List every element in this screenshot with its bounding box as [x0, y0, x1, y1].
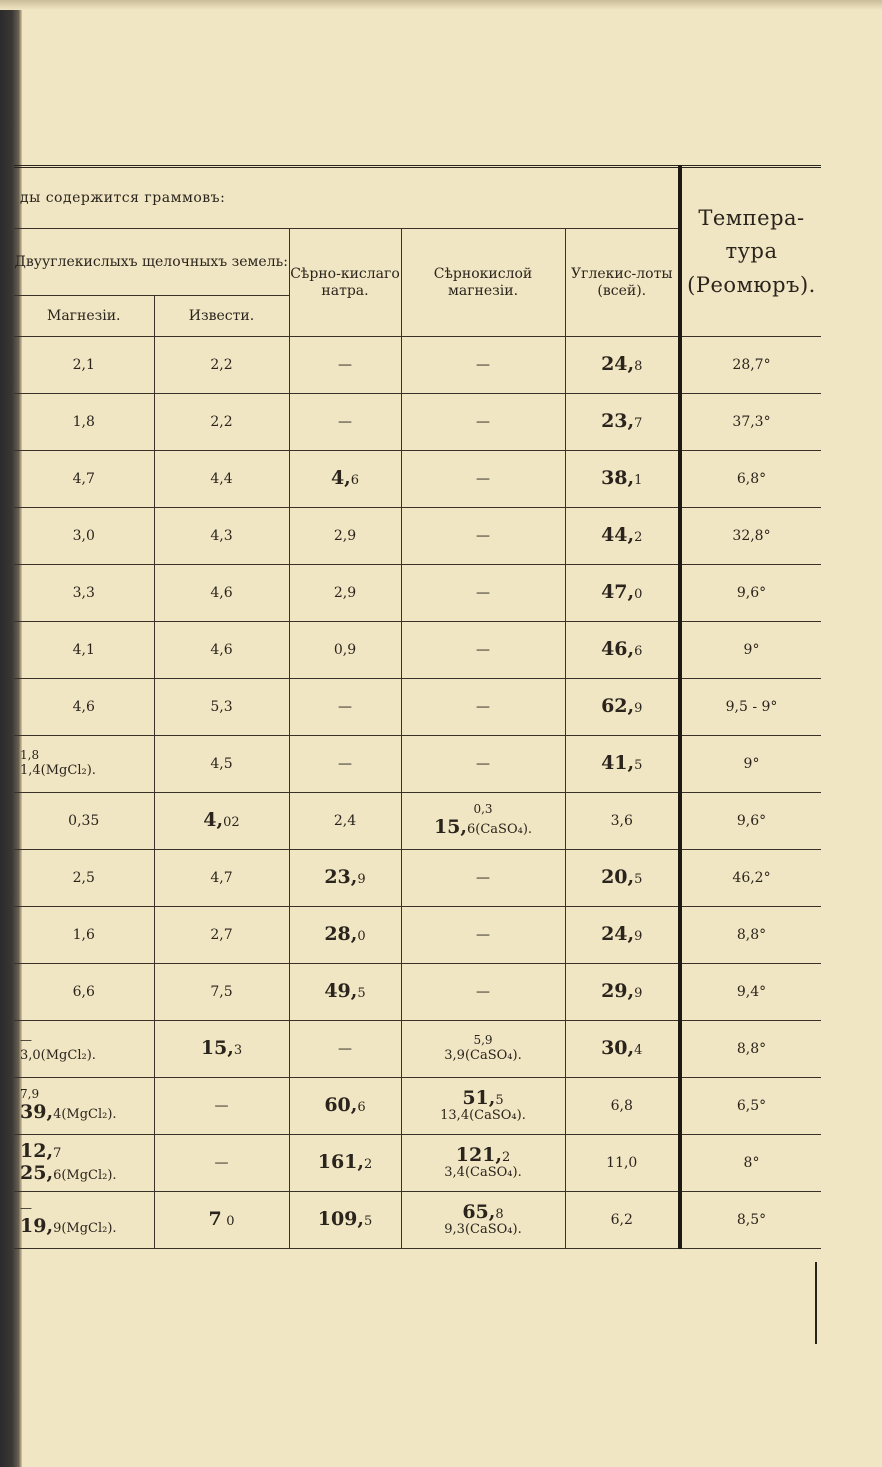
value-int: 30, — [601, 1037, 635, 1060]
table-row — [14, 622, 821, 679]
value-int: 51, — [462, 1086, 496, 1109]
cell-magnesia — [14, 1192, 154, 1249]
cell-carbonic-acid — [565, 337, 680, 394]
cell-sodium-sulfate — [289, 1135, 401, 1192]
value-int: 62, — [601, 695, 635, 718]
cell-temperature: 9° — [680, 622, 821, 679]
cell-magnesia: 1,8 — [14, 394, 154, 451]
table-row — [14, 1078, 821, 1135]
value-dec: 2 — [502, 1149, 511, 1165]
cell-magnesium-sulfate: — — [401, 736, 565, 793]
mineral-water-table — [14, 165, 821, 1249]
cell-magnesium-sulfate: — — [401, 907, 565, 964]
cell-lime — [154, 793, 289, 850]
cell-sodium-sulfate: — — [289, 679, 401, 736]
value-top: 7,9 — [20, 1087, 40, 1102]
cell-sodium-sulfate: — — [289, 1021, 401, 1078]
cell-temperature: 6,5° — [680, 1078, 821, 1135]
cell-magnesia: 4,1 — [14, 622, 154, 679]
cell-magnesia: 3,3 — [14, 565, 154, 622]
header-magnesium-sulfate: Сѣрнокислой магнезiи. — [401, 229, 565, 337]
value-int: 49, — [324, 980, 358, 1003]
cell-magnesium-sulfate: — — [401, 337, 565, 394]
header-row-1 — [14, 167, 821, 229]
cell-magnesium-sulfate: — — [401, 964, 565, 1021]
cell-lime — [154, 1021, 289, 1078]
table-row — [14, 1192, 821, 1249]
value-int: 28, — [324, 923, 358, 946]
value-sulfate: 13,4(CaSO₄). — [440, 1108, 526, 1124]
value-dec: 5 — [495, 1092, 504, 1108]
cell-magnesia: 2,1 — [14, 337, 154, 394]
value-int: 20, — [601, 866, 635, 889]
cell-magnesia: 6,6 — [14, 964, 154, 1021]
value-int: 29, — [601, 980, 635, 1003]
value-int: 23, — [601, 410, 635, 433]
cell-carbonic-acid — [565, 736, 680, 793]
value-int: 15, — [200, 1037, 234, 1060]
value-top-dec: 7 — [53, 1146, 62, 1162]
cell-magnesium-sulfate — [401, 793, 565, 850]
table-row — [14, 394, 821, 451]
value-dec: 8 — [495, 1206, 504, 1222]
cell-temperature: 9,4° — [680, 964, 821, 1021]
value-sulfate: 3,4(CaSO₄). — [444, 1165, 522, 1181]
cell-temperature: 6,8° — [680, 451, 821, 508]
cell-sodium-sulfate — [289, 850, 401, 907]
value-int: 60, — [324, 1094, 358, 1117]
value-dec: 9(MgCl₂). — [53, 1220, 117, 1236]
table-row — [14, 736, 821, 793]
value-dec: 6 — [634, 644, 643, 660]
cell-magnesium-sulfate — [401, 1192, 565, 1249]
value-int: 46, — [601, 638, 635, 661]
cell-magnesia: 1,6 — [14, 907, 154, 964]
cell-magnesium-sulfate: — — [401, 622, 565, 679]
cell-magnesia — [14, 1021, 154, 1078]
table-row — [14, 1135, 821, 1192]
table-row — [14, 565, 821, 622]
cell-magnesia: 2,5 — [14, 850, 154, 907]
value-chloride: 3,0(MgCl₂). — [20, 1048, 96, 1064]
value-int: 47, — [601, 581, 635, 604]
cell-temperature: 8° — [680, 1135, 821, 1192]
cell-carbonic-acid — [565, 565, 680, 622]
cell-magnesium-sulfate: — — [401, 565, 565, 622]
value-dec: 7 — [634, 416, 643, 432]
table-row — [14, 907, 821, 964]
cell-carbonic-acid: 3,6 — [565, 793, 680, 850]
header-temperature: Темпера-тура (Реомюръ). — [680, 167, 821, 337]
value-dec: 02 — [223, 815, 240, 831]
cell-sodium-sulfate — [289, 451, 401, 508]
value-int: 44, — [601, 524, 635, 547]
table-row — [14, 1021, 821, 1078]
header-magnesia: Магнезiи. — [14, 296, 154, 337]
cell-lime: 5,3 — [154, 679, 289, 736]
value-dec: 6 — [350, 473, 360, 489]
value-top: 5,9 — [473, 1032, 493, 1047]
cell-carbonic-acid: 11,0 — [565, 1135, 680, 1192]
cell-magnesium-sulfate — [401, 1135, 565, 1192]
cell-sodium-sulfate: — — [289, 736, 401, 793]
ruled-line — [815, 1262, 817, 1344]
cell-temperature: 32,8° — [680, 508, 821, 565]
cell-temperature: 28,7° — [680, 337, 821, 394]
value-int: 23, — [324, 866, 358, 889]
header-lime: Извести. — [154, 296, 289, 337]
table-row — [14, 850, 821, 907]
cell-temperature: 37,3° — [680, 394, 821, 451]
cell-lime: 2,2 — [154, 394, 289, 451]
table-row — [14, 793, 821, 850]
cell-lime: — — [154, 1135, 289, 1192]
cell-lime: 4,6 — [154, 622, 289, 679]
value-dec: 5 — [634, 872, 643, 888]
value-int: 24, — [601, 923, 635, 946]
cell-sodium-sulfate — [289, 907, 401, 964]
value-sulfate: 3,9(CaSO₄). — [444, 1048, 522, 1064]
value-dec: 8 — [634, 359, 643, 375]
cell-carbonic-acid — [565, 622, 680, 679]
value-int: 19, — [20, 1214, 54, 1237]
cell-sodium-sulfate: 0,9 — [289, 622, 401, 679]
cell-magnesium-sulfate — [401, 1078, 565, 1135]
cell-magnesia: 4,7 — [14, 451, 154, 508]
cell-carbonic-acid — [565, 508, 680, 565]
cell-magnesia — [14, 1078, 154, 1135]
value-dec: 6 — [357, 1100, 366, 1116]
cell-lime: 4,6 — [154, 565, 289, 622]
value-int: 161, — [317, 1151, 364, 1174]
cell-magnesium-sulfate: — — [401, 508, 565, 565]
value-dec: 9 — [357, 872, 366, 888]
value-top: — — [20, 1201, 32, 1216]
cell-magnesia: 4,6 — [14, 679, 154, 736]
cell-magnesia: 0,35 — [14, 793, 154, 850]
cell-temperature: 8,8° — [680, 1021, 821, 1078]
cell-sodium-sulfate — [289, 1078, 401, 1135]
value-dec: 1 — [634, 473, 643, 489]
table-row — [14, 337, 821, 394]
value-int: 38, — [601, 467, 635, 490]
value-dec: 2 — [634, 530, 643, 546]
table-row — [14, 964, 821, 1021]
value-dec: 5 — [357, 986, 366, 1002]
value-dec: 6(CaSO₄). — [467, 821, 533, 837]
cell-carbonic-acid — [565, 1021, 680, 1078]
cell-magnesium-sulfate: — — [401, 850, 565, 907]
cell-lime: 2,7 — [154, 907, 289, 964]
value-int: 41, — [601, 752, 635, 775]
value-dec: 5 — [634, 758, 643, 774]
value-int: 121, — [455, 1143, 502, 1166]
value-int: 65, — [462, 1200, 496, 1223]
header-carbonic-acid: Углекис-лоты (всей). — [565, 229, 680, 337]
cell-carbonic-acid — [565, 451, 680, 508]
value-chloride: 1,4(MgCl₂). — [20, 763, 96, 779]
value-dec: 3 — [233, 1043, 243, 1059]
cell-temperature: 8,5° — [680, 1192, 821, 1249]
cell-carbonic-acid — [565, 394, 680, 451]
value-dec: 0 — [226, 1214, 235, 1230]
value-top: — — [20, 1032, 32, 1047]
value-top: 0,3 — [473, 802, 493, 817]
cell-temperature: 9,6° — [680, 565, 821, 622]
cell-carbonic-acid: 6,8 — [565, 1078, 680, 1135]
value-dec: 0 — [634, 587, 643, 603]
cell-lime — [154, 1192, 289, 1249]
cell-temperature: 8,8° — [680, 907, 821, 964]
cell-temperature: 9,5 - 9° — [680, 679, 821, 736]
cell-carbonic-acid — [565, 964, 680, 1021]
cell-lime: 4,5 — [154, 736, 289, 793]
cell-lime: 4,7 — [154, 850, 289, 907]
header-bicarbonates: Двууглекислыхъ щелочныхъ земель: — [14, 229, 289, 296]
value-dec: 0 — [357, 929, 366, 945]
value-int: 4, — [330, 467, 351, 490]
value-sulfate: 9,3(CaSO₄). — [444, 1222, 522, 1238]
header-sodium-sulfate: Сѣрно-кислаго натра. — [289, 229, 401, 337]
value-dec: 4 — [634, 1043, 643, 1059]
cell-carbonic-acid — [565, 850, 680, 907]
cell-magnesium-sulfate: — — [401, 394, 565, 451]
value-dec: 4(MgCl₂). — [53, 1106, 117, 1122]
cell-magnesium-sulfate: — — [401, 451, 565, 508]
value-dec: 9 — [634, 929, 643, 945]
group-title: ды содержится граммовъ: — [14, 167, 680, 229]
cell-lime: 7,5 — [154, 964, 289, 1021]
value-int: 109, — [317, 1208, 364, 1231]
value-int: 7 — [208, 1208, 222, 1231]
cell-magnesium-sulfate: — — [401, 679, 565, 736]
table-row — [14, 679, 821, 736]
cell-sodium-sulfate: 2,9 — [289, 508, 401, 565]
cell-sodium-sulfate — [289, 964, 401, 1021]
value-int: 24, — [601, 353, 635, 376]
cell-lime: 2,2 — [154, 337, 289, 394]
cell-temperature: 46,2° — [680, 850, 821, 907]
value-top-int: 12, — [20, 1140, 54, 1163]
value-int: 15, — [433, 815, 468, 838]
page-top-edge — [0, 0, 882, 10]
cell-temperature: 9,6° — [680, 793, 821, 850]
cell-magnesium-sulfate — [401, 1021, 565, 1078]
value-dec: 9 — [634, 701, 643, 717]
value-int: 25, — [20, 1162, 54, 1184]
table-row — [14, 451, 821, 508]
cell-magnesia — [14, 1135, 154, 1192]
value-dec: 9 — [634, 986, 643, 1002]
cell-sodium-sulfate: 2,4 — [289, 793, 401, 850]
cell-temperature: 9° — [680, 736, 821, 793]
value-top: 1,8 — [20, 747, 40, 762]
cell-carbonic-acid — [565, 907, 680, 964]
cell-magnesia — [14, 736, 154, 793]
cell-lime: 4,4 — [154, 451, 289, 508]
value-dec: 5 — [364, 1214, 373, 1230]
cell-sodium-sulfate: 2,9 — [289, 565, 401, 622]
cell-magnesia: 3,0 — [14, 508, 154, 565]
cell-carbonic-acid: 6,2 — [565, 1192, 680, 1249]
cell-sodium-sulfate: — — [289, 337, 401, 394]
value-dec: 6(MgCl₂). — [53, 1168, 117, 1183]
cell-carbonic-acid — [565, 679, 680, 736]
table-row — [14, 508, 821, 565]
value-dec: 2 — [364, 1157, 373, 1173]
value-int: 4, — [203, 809, 224, 832]
value-int: 39, — [20, 1100, 54, 1123]
cell-lime: — — [154, 1078, 289, 1135]
cell-sodium-sulfate — [289, 1192, 401, 1249]
cell-lime: 4,3 — [154, 508, 289, 565]
cell-sodium-sulfate: — — [289, 394, 401, 451]
